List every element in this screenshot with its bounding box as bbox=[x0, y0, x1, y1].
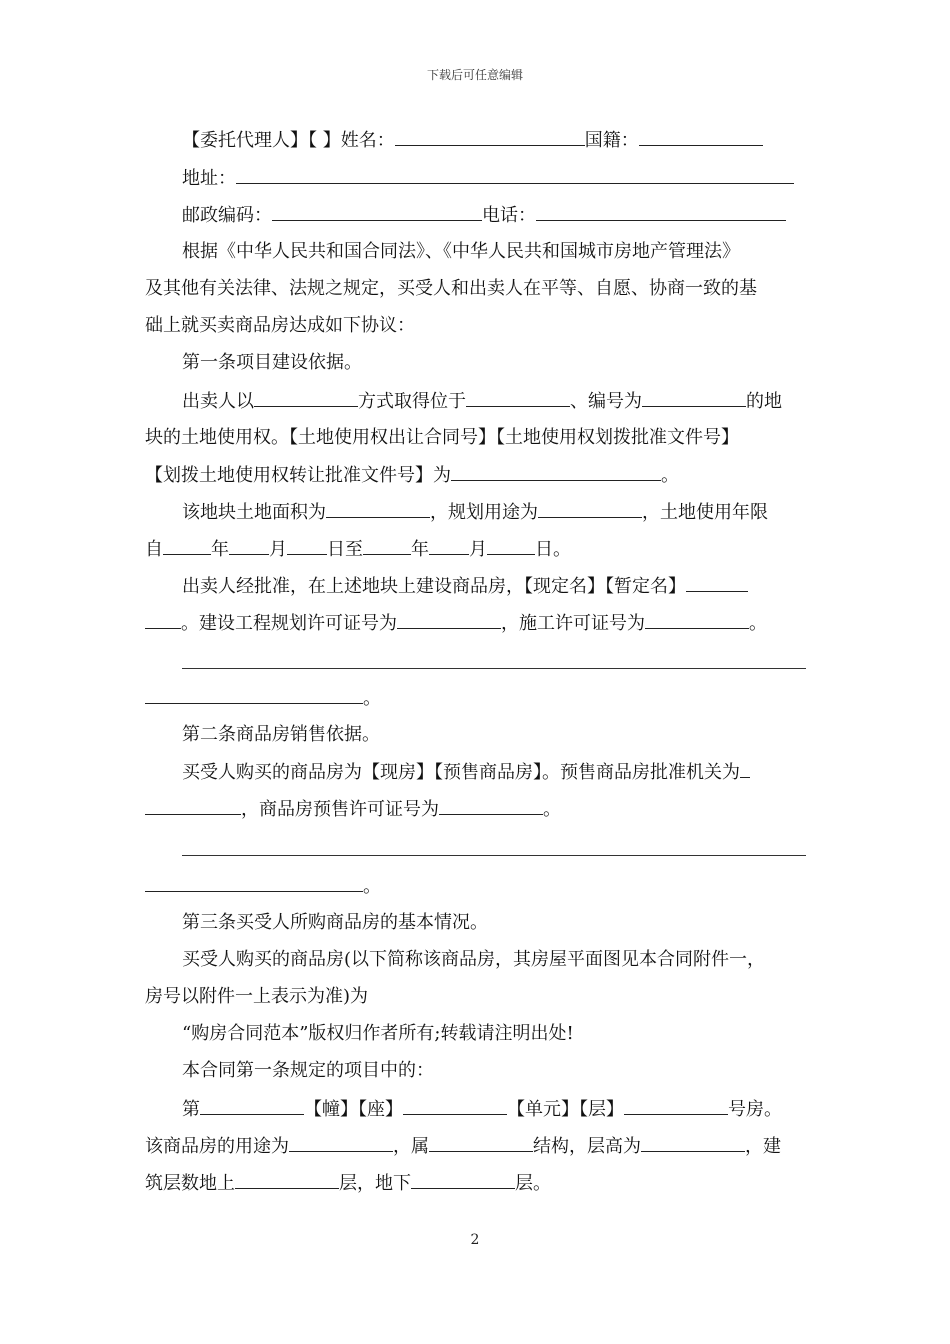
article2-title: 第二条商品房销售依据。 bbox=[182, 724, 380, 745]
text: 出卖人经批准，在上述地块上建设商品房，【现定名】【暂定名】 bbox=[182, 576, 686, 597]
postcode-label: 邮政编码： bbox=[182, 205, 272, 226]
header-note: 下载后可任意编辑 bbox=[426, 68, 523, 82]
text: ，规划用途为 bbox=[430, 502, 538, 523]
planning-permit-blank[interactable] bbox=[397, 611, 501, 629]
agent-name-line bbox=[182, 128, 763, 153]
floor-height-blank[interactable] bbox=[641, 1134, 745, 1152]
text: 结构，层高为 bbox=[533, 1136, 641, 1157]
start-year-blank[interactable] bbox=[163, 537, 211, 555]
text: 号房。 bbox=[728, 1099, 782, 1120]
intro-line-1: 根据《中华人民共和国合同法》、《中华人民共和国城市房地产管理法》 bbox=[182, 241, 740, 262]
text: 年 bbox=[211, 539, 229, 560]
text: 出卖人以 bbox=[182, 391, 254, 412]
text: 。 bbox=[543, 799, 561, 820]
approval-authority-blank-cont[interactable] bbox=[145, 797, 241, 815]
text: 【划拨土地使用权转让批准文件号】为 bbox=[145, 465, 451, 486]
postcode-blank[interactable] bbox=[272, 203, 482, 221]
article2-supplement-blank[interactable] bbox=[145, 874, 363, 892]
text: 。 bbox=[363, 688, 381, 709]
article1-p2-line1 bbox=[182, 500, 768, 525]
text: ，建 bbox=[745, 1136, 781, 1157]
text: 。 bbox=[661, 465, 679, 486]
text: 该地块土地面积为 bbox=[182, 502, 326, 523]
text: 月 bbox=[269, 539, 287, 560]
article2-supplement-rule[interactable] bbox=[182, 855, 806, 856]
text: ，商品房预售许可证号为 bbox=[241, 799, 439, 820]
start-month-blank[interactable] bbox=[229, 537, 269, 555]
usage-blank[interactable] bbox=[289, 1134, 393, 1152]
start-day-blank[interactable] bbox=[287, 537, 327, 555]
agent-name-blank[interactable] bbox=[395, 128, 585, 146]
article1-p1-line2: 块的土地使用权。【土地使用权出让合同号】【土地使用权划拨批准文件号】 bbox=[145, 427, 739, 448]
end-day-blank[interactable] bbox=[487, 537, 535, 555]
agent-address-line bbox=[182, 166, 794, 191]
permit-number-blank[interactable] bbox=[451, 463, 661, 481]
article1-supplement-line2 bbox=[145, 686, 381, 711]
phone-blank[interactable] bbox=[536, 203, 786, 221]
phone-label: 电话： bbox=[482, 205, 536, 226]
text: 。建设工程规划许可证号为 bbox=[181, 613, 397, 634]
nationality-label: 国籍： bbox=[584, 130, 639, 151]
article3-p3 bbox=[182, 1097, 782, 1122]
address-label: 地址： bbox=[182, 168, 236, 189]
text: 日。 bbox=[535, 539, 571, 560]
text: ，属 bbox=[393, 1136, 429, 1157]
end-month-blank[interactable] bbox=[429, 537, 469, 555]
text: 【幢】【座】 bbox=[304, 1099, 403, 1120]
text: 第 bbox=[182, 1099, 200, 1120]
article3-p5 bbox=[145, 1171, 551, 1196]
text: 。 bbox=[363, 876, 381, 897]
text: ，施工许可证号为 bbox=[501, 613, 645, 634]
floors-below-blank[interactable] bbox=[411, 1171, 515, 1189]
article3-p4 bbox=[145, 1134, 781, 1159]
project-name-blank[interactable] bbox=[686, 574, 748, 592]
article2-p1-line2 bbox=[145, 797, 561, 822]
end-year-blank[interactable] bbox=[363, 537, 411, 555]
presale-permit-blank[interactable] bbox=[439, 797, 543, 815]
intro-line-3: 础上就买卖商品房达成如下协议： bbox=[145, 315, 415, 336]
text: 方式取得位于 bbox=[358, 391, 466, 412]
location-blank[interactable] bbox=[466, 389, 570, 407]
text: 。 bbox=[749, 613, 767, 634]
text: 月 bbox=[469, 539, 487, 560]
agent-contact-line bbox=[182, 203, 786, 228]
article2-supplement-line2 bbox=[145, 874, 381, 899]
article3-p1-line2: 房号以附件一上表示为准)为 bbox=[145, 986, 369, 1007]
article1-p3-line2 bbox=[145, 611, 767, 636]
article1-p1-line3 bbox=[145, 463, 679, 488]
address-blank[interactable] bbox=[236, 166, 794, 184]
page-number: 2 bbox=[470, 1232, 480, 1248]
floors-above-blank[interactable] bbox=[235, 1171, 339, 1189]
article3-title: 第三条买受人所购商品房的基本情况。 bbox=[182, 912, 488, 933]
intro-line-2: 及其他有关法律、法规之规定，买受人和出卖人在平等、自愿、协商一致的基 bbox=[145, 278, 757, 299]
text: 买受人购买的商品房为【现房】【预售商品房】。预售商品房批准机关为 bbox=[182, 762, 740, 783]
agent-label: 【委托代理人】【 】姓名： bbox=[182, 130, 395, 151]
article3-p1-line1: 买受人购买的商品房(以下简称该商品房，其房屋平面图见本合同附件一， bbox=[182, 949, 766, 970]
text: 该商品房的用途为 bbox=[145, 1136, 289, 1157]
text: 的地 bbox=[746, 391, 782, 412]
building-number-blank[interactable] bbox=[200, 1097, 304, 1115]
land-area-blank[interactable] bbox=[326, 500, 430, 518]
unit-number-blank[interactable] bbox=[403, 1097, 507, 1115]
article1-supplement-rule[interactable] bbox=[182, 668, 806, 669]
text: 自 bbox=[145, 539, 163, 560]
acquire-method-blank[interactable] bbox=[254, 389, 358, 407]
approval-authority-blank[interactable] bbox=[740, 760, 750, 778]
article1-p2-line2 bbox=[145, 537, 571, 562]
nationality-blank[interactable] bbox=[639, 128, 763, 146]
text: ，土地使用年限 bbox=[642, 502, 768, 523]
copyright-notice: “购房合同范本”版权归作者所有;转载请注明出处! bbox=[182, 1023, 574, 1044]
article2-p1-line1 bbox=[182, 760, 750, 785]
construction-permit-blank[interactable] bbox=[645, 611, 749, 629]
text: 筑层数地上 bbox=[145, 1173, 235, 1194]
article3-p2: 本合同第一条规定的项目中的： bbox=[182, 1060, 434, 1081]
text: 、编号为 bbox=[570, 391, 642, 412]
article1-p3-line1 bbox=[182, 574, 748, 599]
text: 层。 bbox=[515, 1173, 551, 1194]
text: 层，地下 bbox=[339, 1173, 411, 1194]
plot-number-blank[interactable] bbox=[642, 389, 746, 407]
article1-supplement-blank[interactable] bbox=[145, 686, 363, 704]
article1-p1-line1 bbox=[182, 389, 782, 414]
room-number-blank[interactable] bbox=[624, 1097, 728, 1115]
article1-title: 第一条项目建设依据。 bbox=[182, 352, 362, 373]
project-name-blank-cont[interactable] bbox=[145, 611, 181, 629]
text: 年 bbox=[411, 539, 429, 560]
text: 日至 bbox=[327, 539, 363, 560]
structure-blank[interactable] bbox=[429, 1134, 533, 1152]
land-use-blank[interactable] bbox=[538, 500, 642, 518]
text: 【单元】【层】 bbox=[507, 1099, 624, 1120]
